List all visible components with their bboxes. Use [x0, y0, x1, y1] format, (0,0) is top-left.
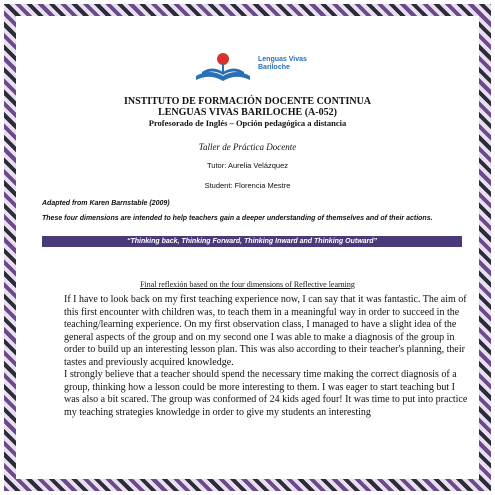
logo-wordmark	[258, 56, 307, 72]
institution-logo	[188, 46, 328, 96]
institute-title: INSTITUTO DE FORMACIÓN DOCENTE CONTINUA	[123, 96, 372, 107]
tutor-line: Tutor: Aurelia Velázquez	[206, 161, 289, 170]
school-title: LENGUAS VIVAS BARILOCHE (A-052)	[158, 107, 337, 118]
dimensions-banner: “Thinking back, Thinking Forward, Thinking Inward and Thinking Outward”	[42, 236, 462, 247]
program-title: Profesorado de Inglés – Opción pedagógica a distancia	[148, 118, 347, 128]
student-line: Student: Florencia Mestre	[204, 181, 291, 190]
book-logo-icon	[188, 46, 258, 90]
final-reflection-title: Final reflexión based on the four dimensions of Reflective learning	[140, 280, 355, 289]
workshop-title: Taller de Práctica Docente	[198, 142, 297, 152]
adapted-from-note: Adapted from Karen Barnstable (2009)	[42, 200, 170, 207]
intent-statement: These four dimensions are intended to help teachers gain a deeper understanding of themselves and of their actions.	[42, 215, 433, 222]
logo-line-1: Lenguas Vivas	[258, 56, 307, 63]
paragraph: I strongly believe that a teacher should spend the necessary time making the correct diagnosis of a group, thinking how a lesson could be more interesting to them. I was eager to start teaching but I was also a bit scared. The group was conformed of 24 kids aged four! It was time to put into practice my teaching strategies knowledge in order to give my students an interesting	[64, 369, 467, 418]
reflection-body	[64, 294, 467, 419]
document-page	[28, 24, 467, 471]
logo-line-2: Bariloche	[258, 64, 290, 71]
paragraph: If I have to look back on my first teaching experience now, I can say that it was fantastic. The aim of this first encounter with children was, to teach them in a meaningful way in order to succeed in the teaching/learning experience. On my first observation class, I managed to have a slight idea of the general aspects of the group and on my second one I was able to make a diagnosis of the group in order to build up an interesting lesson plan. This was also according to their teacher's planning, their tastes and previously acquired knowledge.	[64, 294, 467, 368]
